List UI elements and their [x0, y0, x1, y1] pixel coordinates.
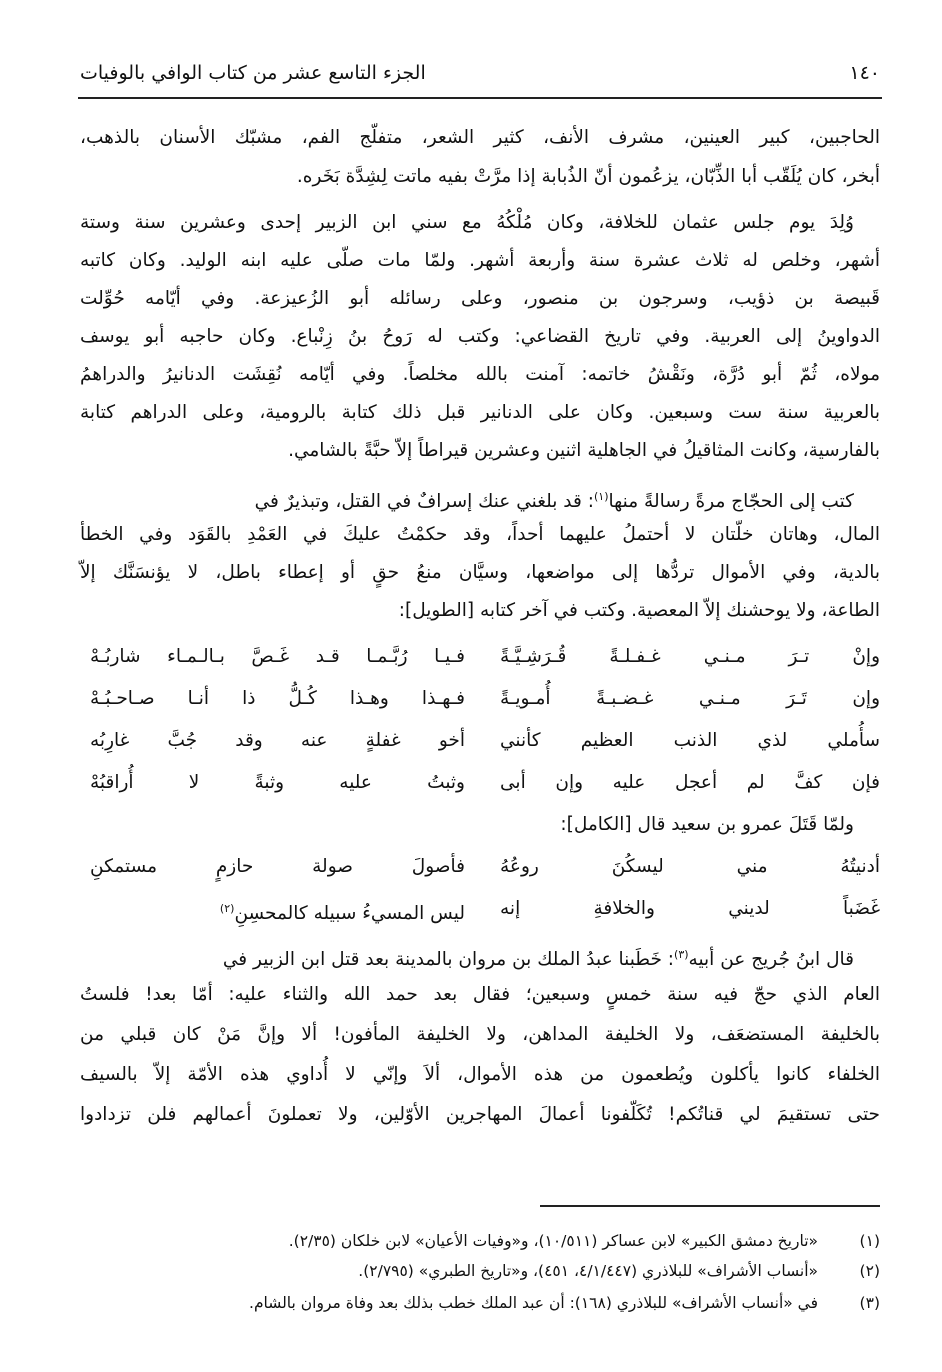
- verse-second-hemistich: فـهـذا وهـذا كُـلُّ ذا أنـا صـاحـبُـهْ: [90, 688, 465, 709]
- text-line: الدواوينُ إلى العربية. وفي تاريخ القضاعي: وكتب له رَوحُ بنُ زِنْباع. وكان حاجبه أبو يوسف: [80, 326, 880, 347]
- footnote-text: «أنساب الأشراف» للبلاذري (٤/١/٤٤٧، ٤٥١)، و«تاريخ الطبري» (٢/٧٩٥).: [358, 1262, 818, 1280]
- text-line: بالخليفة المستضعَف، ولا الخليفة المداهن، ولا الخليفة المأفون! ألا وإنَّ مَنْ كان قبلي من: [80, 1024, 880, 1045]
- poem-intro: ولمّا قَتَلَ عمرو بن سعيد قال [الكامل]:: [560, 814, 854, 835]
- footnote-ref-3[interactable]: (٣): [674, 948, 689, 961]
- verse-second-hemistich: أخو غفلةٍ عنه وقد جُبَّ غارِبُه: [90, 730, 465, 751]
- text-line: بالعربية سنة ست وسبعين. وكان على الدنانير قبل ذلك كتابة بالرومية، وعلى الدراهم كتابة: [80, 402, 880, 423]
- text-line: حتى تستقيمَ لي قناتُكم! تُكَلّفونا أعمالَ المهاجرين الأوّلين، ولا تعملونَ أعمالهم فلن تزدادوا: [80, 1104, 880, 1125]
- text-line: أبخر، كان يُلَقّب أبا الذِّبّان، يزعُمون أنّ الذُبابة إذا مرَّتْ بفيه ماتت لِشِدَّة بَخَره.: [296, 166, 880, 187]
- text-segment: ليس المسيءُ سبيله كالمحسِنِ: [234, 903, 465, 925]
- verse-second-hemistich: فأصولَ صولة حازمٍ مستمكنِ: [90, 856, 465, 877]
- text-line: الحاجبين، كبير العينين، مشرف الأنف، كثير الشعر، متفلّج الفم، مشبّك الأسنان بالذهب،: [80, 127, 880, 148]
- text-line: [80, 940, 880, 975]
- verse-first-hemistich: فإن كفَّ لم أعجل عليه وإن أبى: [500, 772, 880, 793]
- footnote-text: «تاريخ دمشق الكبير» لابن عساكر (١٠/٥١١)، و«وفيات الأعيان» لابن خلكان (٢/٣٥).: [288, 1232, 818, 1250]
- verse-first-hemistich: وإن تَـرَ مـنـي غـضـبـةً أُمـويـةً: [500, 688, 880, 709]
- text-line: بالدية، وفي الأموال تردُّها إلى مواضعها، وسيَّان منعُ حقٍ أو إعطاء باطل، لا يؤنسَنَّك إلاّ: [80, 562, 880, 583]
- footnote-text: في «أنساب الأشراف» للبلاذري (١٦٨): أن عبد الملك خطب بذلك بعد وفاة مروان بالشام.: [249, 1294, 818, 1312]
- footnote-1: [90, 1228, 880, 1254]
- verse-first-hemistich: سأُملي لذي الذنب العظيم كأنني: [500, 730, 880, 751]
- verse-first-hemistich: غَضَباً لديني والخلافةِ إنه: [500, 898, 880, 919]
- footnote-number: (٢): [859, 1262, 880, 1280]
- text-line: وُلِدَ يوم جلس عثمان للخلافة، وكان مُلْكُهُ مع سني ابن الزبير إحدى وعشرين سنة وستة: [80, 212, 854, 233]
- text-line: بالفارسية، وكانت المثاقيلُ في الجاهلية اثنين وعشرين قيراطاً إلاّ حبَّةً بالشامي.: [288, 440, 880, 461]
- text-line: مولاه، ثُمّ أبو دُرَّة، ونَقْشُ خاتمه: آمنت بالله مخلصاً. وفي أيّامه نُقِشَت الدنانيرُ والدراهمُ: [80, 364, 880, 385]
- footnote-ref-2[interactable]: (٢): [219, 902, 235, 915]
- text-segment: كتب إلى الحجّاج مرةً رسالةً منها: [608, 491, 854, 513]
- footnote-3: [90, 1290, 880, 1316]
- verse-first-hemistich: وإنْ تـرَ مـنـي غـفـلـةً قُـرَشِـيَّـةً: [500, 646, 880, 667]
- text-line: [80, 482, 880, 517]
- footnote-number: (٣): [859, 1294, 880, 1312]
- text-line: المال، وهاتان خلّتان لا أحتملُ عليهما أحداً، وقد حكمْتُ عليكَ في العَمْدِ بالقَوَد وفي الخطأ: [80, 524, 880, 545]
- verse-second-hemistich: فـيـا رُبَّـمـا قـد غَـصَّ بـالـمـاء شاربُـهْ: [90, 646, 465, 667]
- footnote-number: (١): [859, 1232, 880, 1250]
- verse-first-hemistich: أدنيتُهُ مني ليسكُنَ روعُهُ: [500, 856, 880, 877]
- page-number: ١٤٠: [849, 62, 880, 84]
- footnote-separator: [540, 1205, 880, 1207]
- text-segment: : قد بلغني عنك إسرافٌ في القتل، وتبذيرٌ في: [254, 491, 594, 513]
- text-line: الطاعة، ولا يوحشنك إلاّ المعصية. وكتب في آخر كتابه [الطويل]:: [398, 600, 880, 621]
- text-segment: : خَطَبنا عبدُ الملك بن مروان بالمدينة بعد قتل ابن الزبير في: [222, 949, 675, 971]
- footnote-ref-1[interactable]: (١): [593, 490, 609, 503]
- verse-second-hemistich: وثبتُ عليه وثبةً لا أُراقبُهْ: [90, 772, 465, 793]
- text-segment: قال ابنُ جُريج عن أبيه: [688, 949, 854, 971]
- text-line: قَبيصة بن ذؤيب، وسرجون بن منصور، وعلى رسائله أبو الزُعيزعة. وفي أيّامه حُوِّلت: [80, 288, 880, 309]
- footnote-2: [90, 1258, 880, 1284]
- verse-second-hemistich: [90, 894, 465, 929]
- text-line: أشهر، وخلص له ثلاث عشرة سنة وأربعة أشهر. ولمّا مات صلّى عليه ابنه الوليد. وكان كاتبه: [80, 250, 880, 271]
- text-line: الخلفاء كانوا يأكلون ويُطعمون من هذه الأموال، ألاَ وإنّي لا أُداوي هذه الأمّة إلاّ بالسيف: [80, 1064, 880, 1085]
- running-header-title: الجزء التاسع عشر من كتاب الوافي بالوفيات: [80, 62, 426, 84]
- text-line: العام الذي حجّ فيه سنة خمسٍ وسبعين؛ فقال بعد حمد الله والثناء عليه: أمّا بعد! فلستُ: [80, 984, 880, 1005]
- header-rule: [78, 97, 882, 99]
